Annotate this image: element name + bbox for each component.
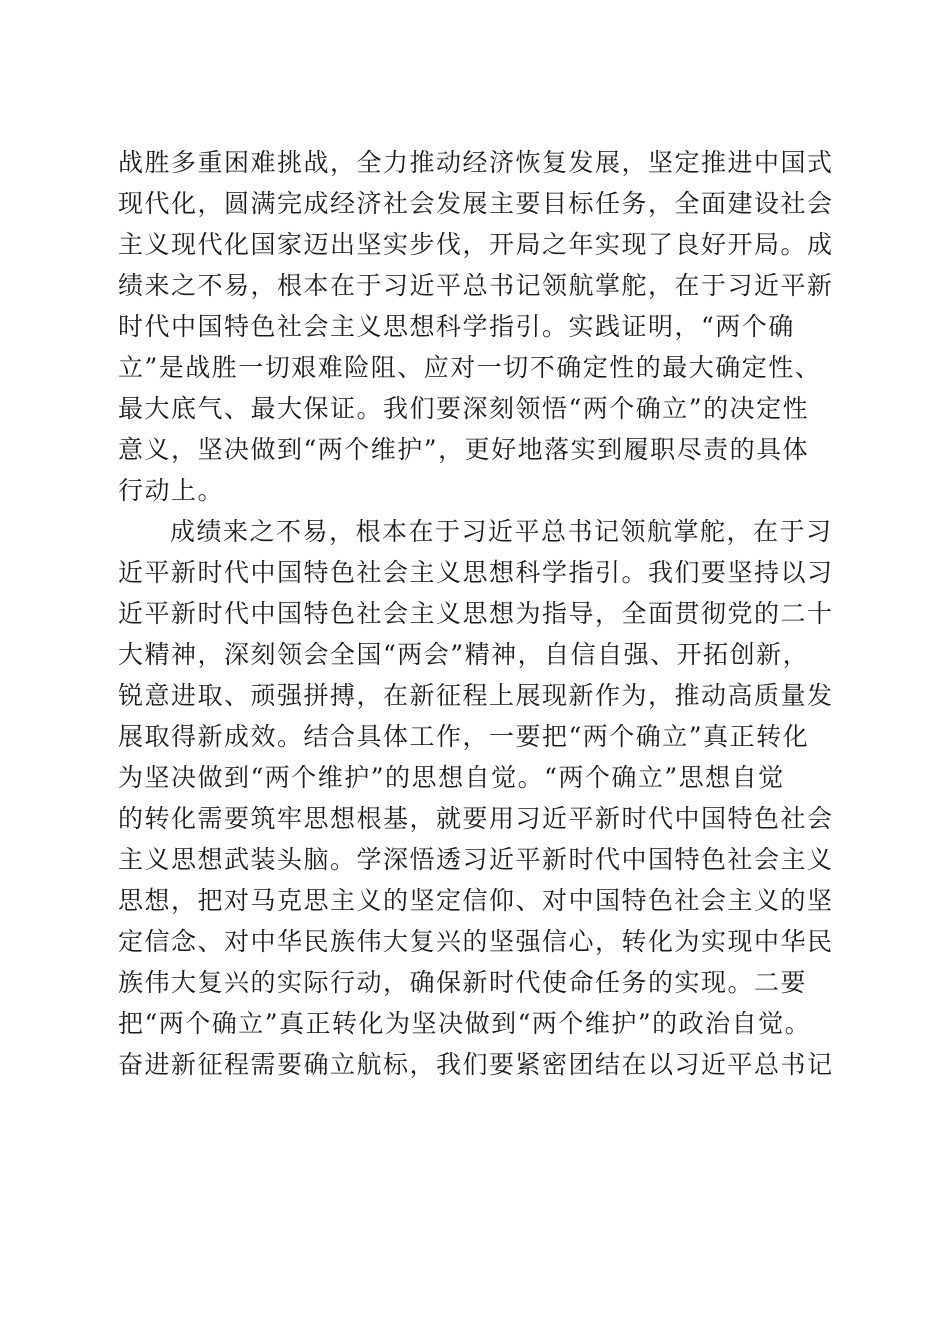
text-line: 战胜多重困难挑战，全力推动经济恢复发展，坚定推进中国式 <box>118 148 834 177</box>
text-line: 近平新时代中国特色社会主义思想科学指引。我们要坚持以习 <box>118 558 834 587</box>
text-line: 意义，坚决做到“两个维护”，更好地落实到履职尽责的具体 <box>118 435 810 464</box>
text-line: 大精神，深刻领会全国“两会”精神，自信自强、开拓创新， <box>118 640 810 669</box>
text-line: 锐意进取、顽强拼搏，在新征程上展现新作为，推动高质量发 <box>118 681 834 710</box>
text-line: 族伟大复兴的实际行动，确保新时代使命任务的实现。二要 <box>118 968 808 997</box>
text-line: 为坚决做到“两个维护”的思想自觉。“两个确立”思想自觉 <box>118 763 785 792</box>
text-line: 的转化需要筑牢思想根基，就要用习近平新时代中国特色社会 <box>118 804 834 833</box>
paragraph-2 <box>118 511 838 1085</box>
text-line: 奋进新征程需要确立航标，我们要紧密团结在以习近平总书记 <box>118 1050 834 1079</box>
text-line: 思想，把对马克思主义的坚定信仰、对中国特色社会主义的坚 <box>118 886 834 915</box>
text-line: 成绩来之不易，根本在于习近平总书记领航掌舵，在于习 <box>170 517 833 546</box>
text-line: 展取得新成效。结合具体工作，一要把“两个确立”真正转化 <box>118 722 810 751</box>
paragraph-1 <box>118 142 838 511</box>
text-line: 主义现代化国家迈出坚实步伐，开局之年实现了良好开局。成 <box>118 230 834 259</box>
text-line: 时代中国特色社会主义思想科学指引。实践证明，“两个确 <box>118 312 795 341</box>
text-line: 立”是战胜一切艰难险阻、应对一切不确定性的最大确定性、 <box>118 353 822 382</box>
text-line: 行动上。 <box>118 476 225 505</box>
text-line: 最大底气、最大保证。我们要深刻领悟“两个确立”的决定性 <box>118 394 810 423</box>
text-line: 定信念、对中华民族伟大复兴的坚强信心，转化为实现中华民 <box>118 927 834 956</box>
text-line: 绩来之不易，根本在于习近平总书记领航掌舵，在于习近平新 <box>118 271 834 300</box>
text-line: 主义思想武装头脑。学深悟透习近平新时代中国特色社会主义 <box>118 845 834 874</box>
document-body <box>118 142 838 1085</box>
text-line: 把“两个确立”真正转化为坚决做到“两个维护”的政治自觉。 <box>118 1009 812 1038</box>
text-line: 现代化，圆满完成经济社会发展主要目标任务，全面建设社会 <box>118 189 834 218</box>
text-line: 近平新时代中国特色社会主义思想为指导，全面贯彻党的二十 <box>118 599 834 628</box>
